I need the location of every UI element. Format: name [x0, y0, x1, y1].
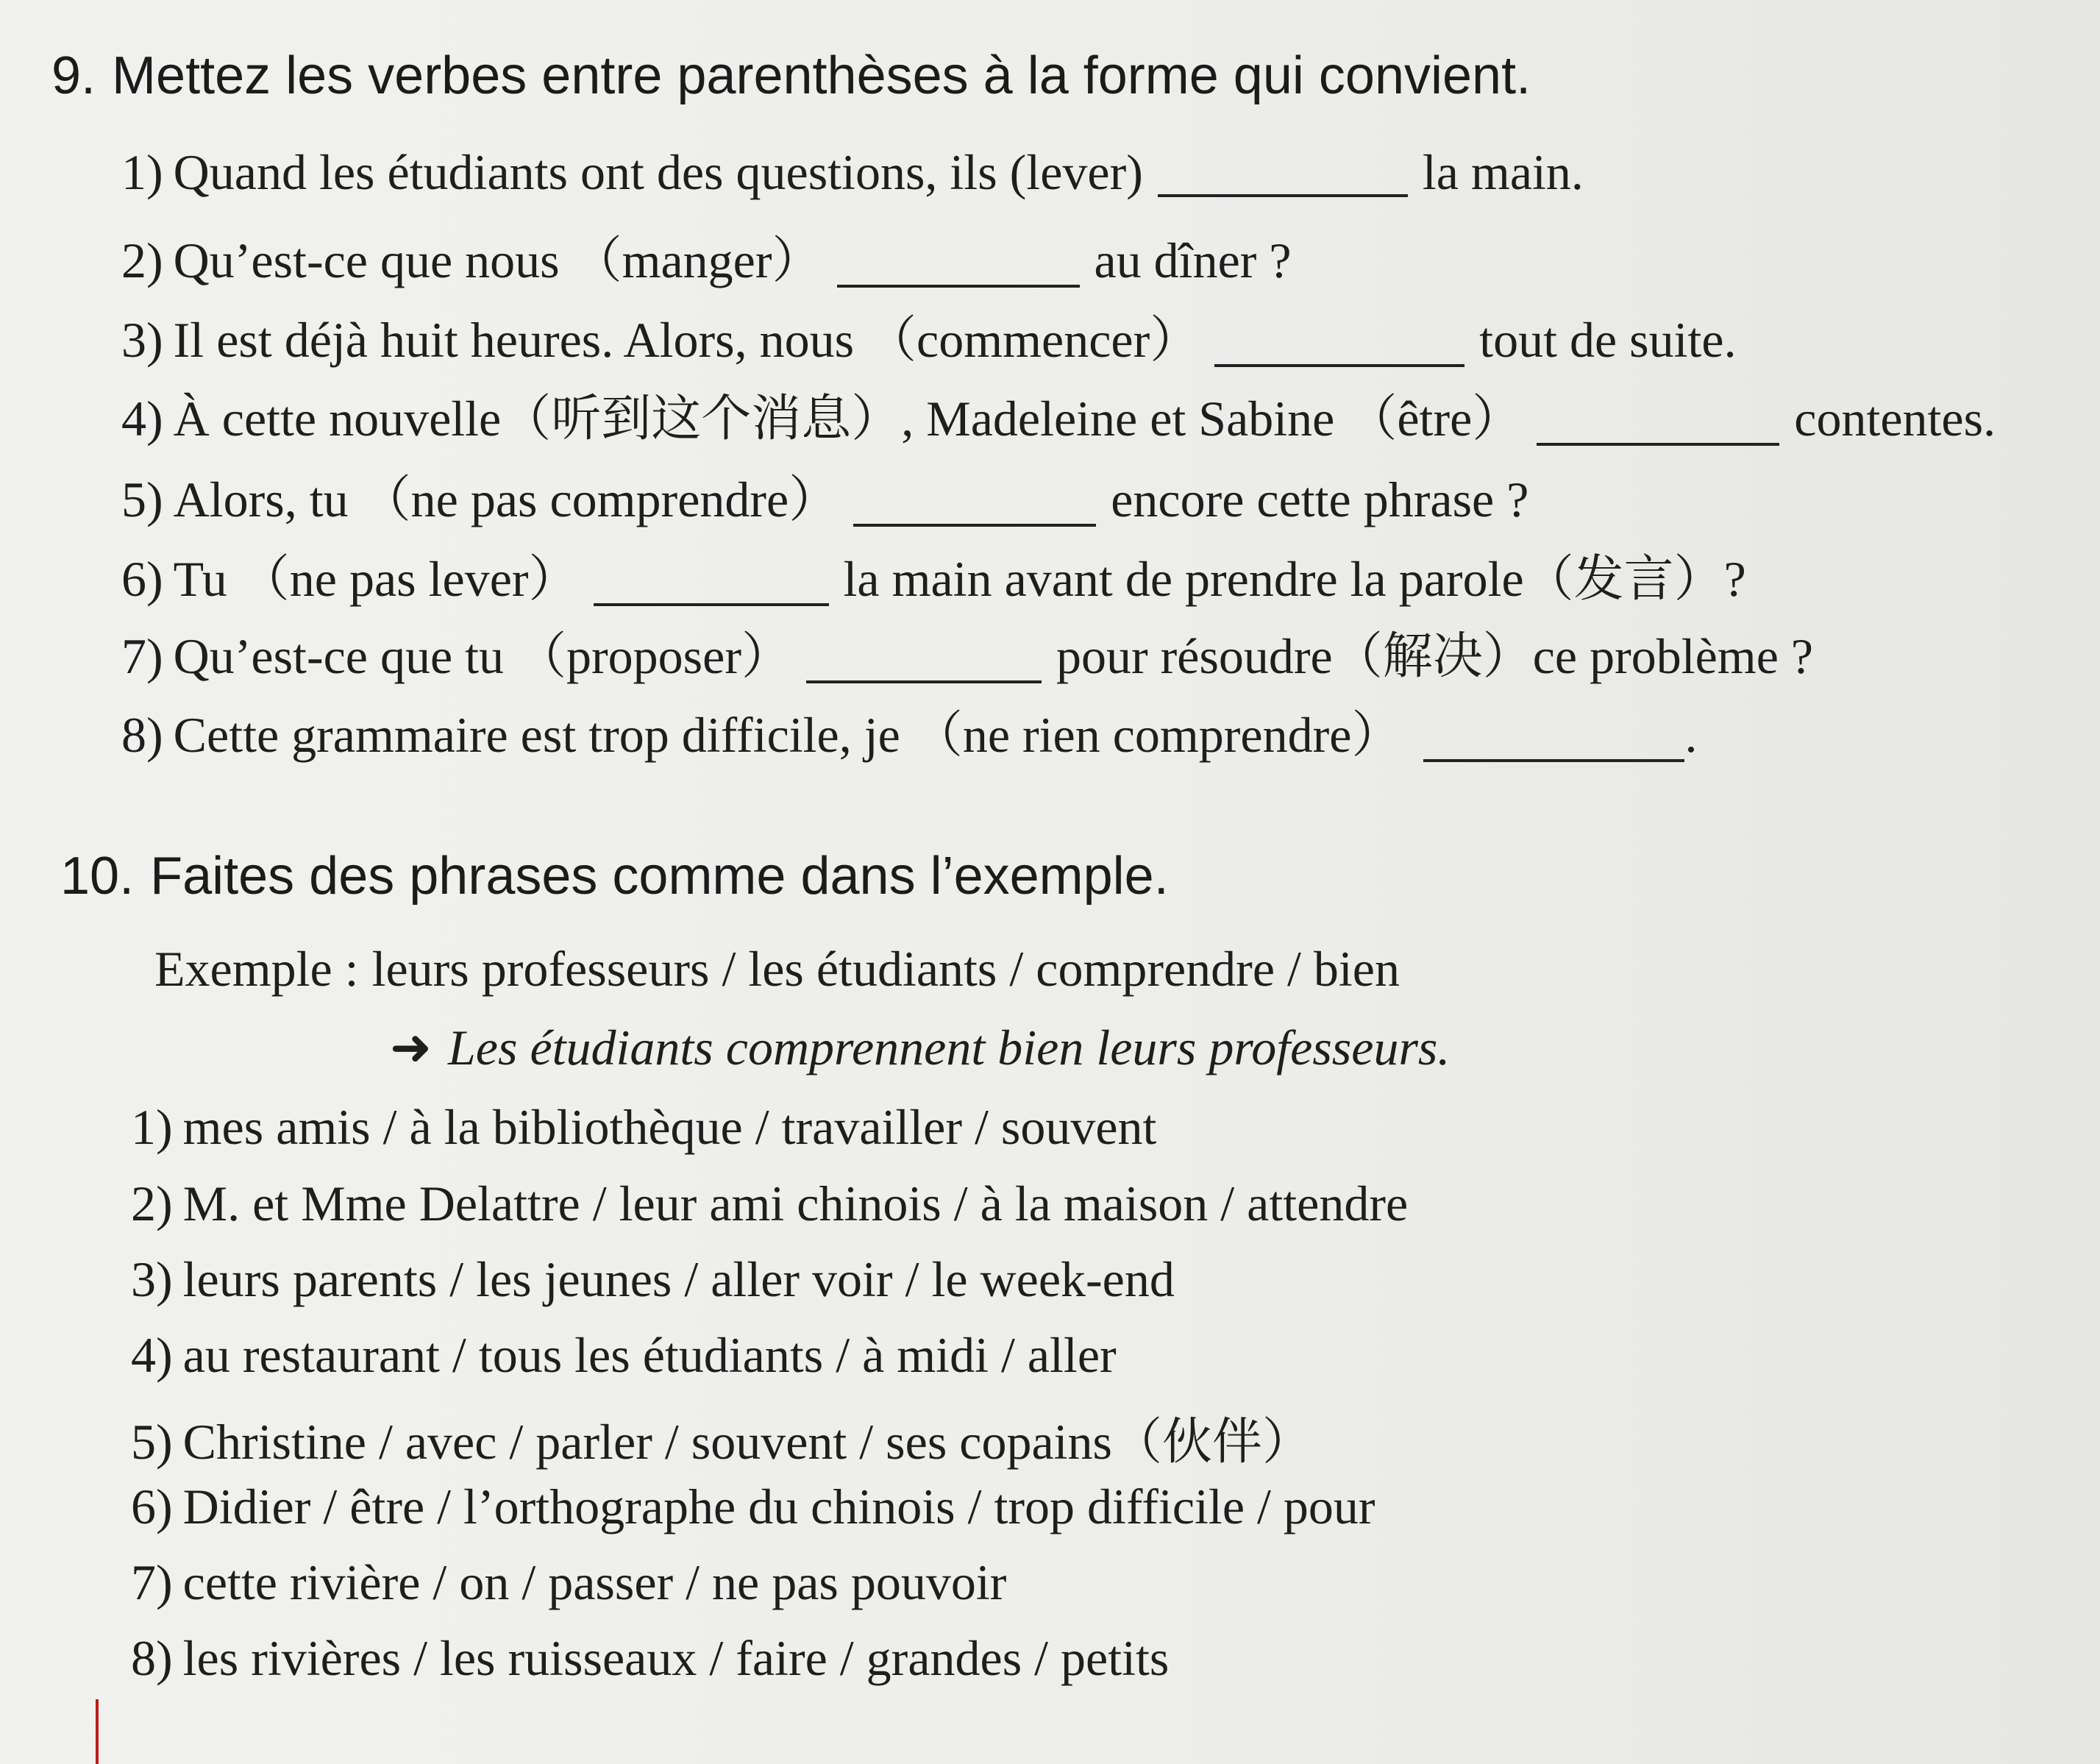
- item-text-before: Il est déjà huit heures. Alors, nous （commencer）: [173, 312, 1200, 368]
- example-prompt-text: leurs professeurs / les étudiants / comprendre / bien: [371, 941, 1400, 997]
- item-text-after: la main.: [1422, 144, 1584, 200]
- item-text-before: Qu’est-ce que nous （manger）: [173, 232, 822, 288]
- exercise-10-item: [131, 1629, 1169, 1687]
- answer-blank: [1214, 364, 1464, 367]
- item-text: les rivières / les ruisseaux / faire / grandes / petits: [182, 1630, 1170, 1686]
- item-text-before: À cette nouvelle（听到这个消息）, Madeleine et Sabine （être）: [173, 391, 1523, 447]
- answer-blank: [594, 603, 829, 606]
- item-text-before: Tu （ne pas lever）: [173, 551, 579, 607]
- exercise-number: 9.: [51, 46, 96, 105]
- item-text: Didier / être / l’orthographe du chinois / trop difficile / pour: [182, 1479, 1375, 1534]
- item-number: 3): [131, 1251, 173, 1307]
- item-text: leurs parents / les jeunes / aller voir / le week-end: [182, 1251, 1175, 1307]
- item-number: 7): [131, 1554, 173, 1610]
- item-text-before: Quand les étudiants ont des questions, ils (lever): [173, 144, 1143, 200]
- item-text-after: au dîner ?: [1094, 232, 1292, 288]
- answer-blank: [1537, 443, 1779, 446]
- exercise-9-item: [121, 616, 1813, 688]
- example-prompt: [154, 940, 1400, 998]
- exercise-9-item: [121, 695, 1697, 767]
- exercise-9-item: [121, 300, 1737, 371]
- exercise-10-item: [131, 1402, 1312, 1473]
- item-number: 5): [131, 1414, 173, 1470]
- exercise-9-item: [121, 539, 1746, 611]
- item-number: 2): [121, 232, 163, 288]
- example-answer: [390, 1019, 1450, 1077]
- item-number: 7): [121, 628, 163, 684]
- exercise-10-item: [131, 1175, 1408, 1233]
- item-text: cette rivière / on / passer / ne pas pouvoir: [182, 1554, 1007, 1610]
- item-text-before: Alors, tu （ne pas comprendre）: [173, 472, 839, 527]
- exercise-10-heading: [60, 846, 1169, 906]
- exercise-10-item: [131, 1251, 1175, 1309]
- exercise-9-item: [121, 221, 1292, 292]
- item-number: 4): [131, 1327, 173, 1383]
- exercise-instruction: Faites des phrases comme dans l’exemple.: [150, 847, 1169, 906]
- item-text: M. et Mme Delattre / leur ami chinois / à la maison / attendre: [182, 1176, 1409, 1231]
- answer-blank: [1158, 194, 1408, 197]
- exercise-number: 10.: [60, 847, 135, 906]
- item-number: 1): [131, 1099, 173, 1155]
- item-number: 3): [121, 312, 163, 368]
- exercise-10-item: [131, 1478, 1375, 1536]
- item-number: 6): [131, 1479, 173, 1534]
- item-text-before: Qu’est-ce que tu （proposer）: [173, 628, 791, 684]
- answer-blank: [806, 680, 1042, 683]
- arrow-right-icon: ➜: [390, 1019, 432, 1077]
- item-number: 8): [131, 1630, 173, 1686]
- item-text-after: la main avant de prendre la parole（发言）?: [843, 551, 1746, 607]
- answer-blank: [1423, 759, 1684, 762]
- item-number: 2): [131, 1176, 173, 1231]
- exercise-10-item: [131, 1326, 1117, 1384]
- item-text-after: pour résoudre（解决）ce problème ?: [1056, 628, 1814, 684]
- example-answer-text: Les étudiants comprennent bien leurs professeurs.: [447, 1020, 1451, 1075]
- exercise-instruction: Mettez les verbes entre parenthèses à la forme qui convient.: [112, 46, 1531, 105]
- item-text-before: Cette grammaire est trop difficile, je （ne rien comprendre）: [173, 707, 1402, 763]
- exercise-9-item: [121, 460, 1528, 531]
- exercise-10-item: [131, 1098, 1156, 1156]
- red-margin-mark: [96, 1699, 99, 1764]
- exercise-9-item: [121, 143, 1584, 202]
- item-text-after: contentes.: [1794, 391, 1996, 447]
- item-text-after: tout de suite.: [1479, 312, 1737, 368]
- item-text: Christine / avec / parler / souvent / ses copains（伙伴）: [182, 1414, 1313, 1470]
- item-number: 5): [121, 472, 163, 527]
- item-number: 4): [121, 391, 163, 447]
- item-text: mes amis / à la bibliothèque / travailler / souvent: [182, 1099, 1157, 1155]
- exercise-10-item: [131, 1554, 1006, 1612]
- item-number: 8): [121, 707, 163, 763]
- exercise-9-item: [121, 379, 1996, 450]
- answer-blank: [837, 285, 1080, 288]
- item-number: 1): [121, 144, 163, 200]
- exercise-9-heading: [51, 46, 1531, 106]
- item-text-after: encore cette phrase ?: [1111, 472, 1529, 527]
- item-number: 6): [121, 551, 163, 607]
- item-text-after: .: [1684, 707, 1698, 763]
- example-label: Exemple :: [154, 941, 359, 997]
- answer-blank: [853, 524, 1096, 527]
- item-text: au restaurant / tous les étudiants / à midi / aller: [182, 1327, 1117, 1383]
